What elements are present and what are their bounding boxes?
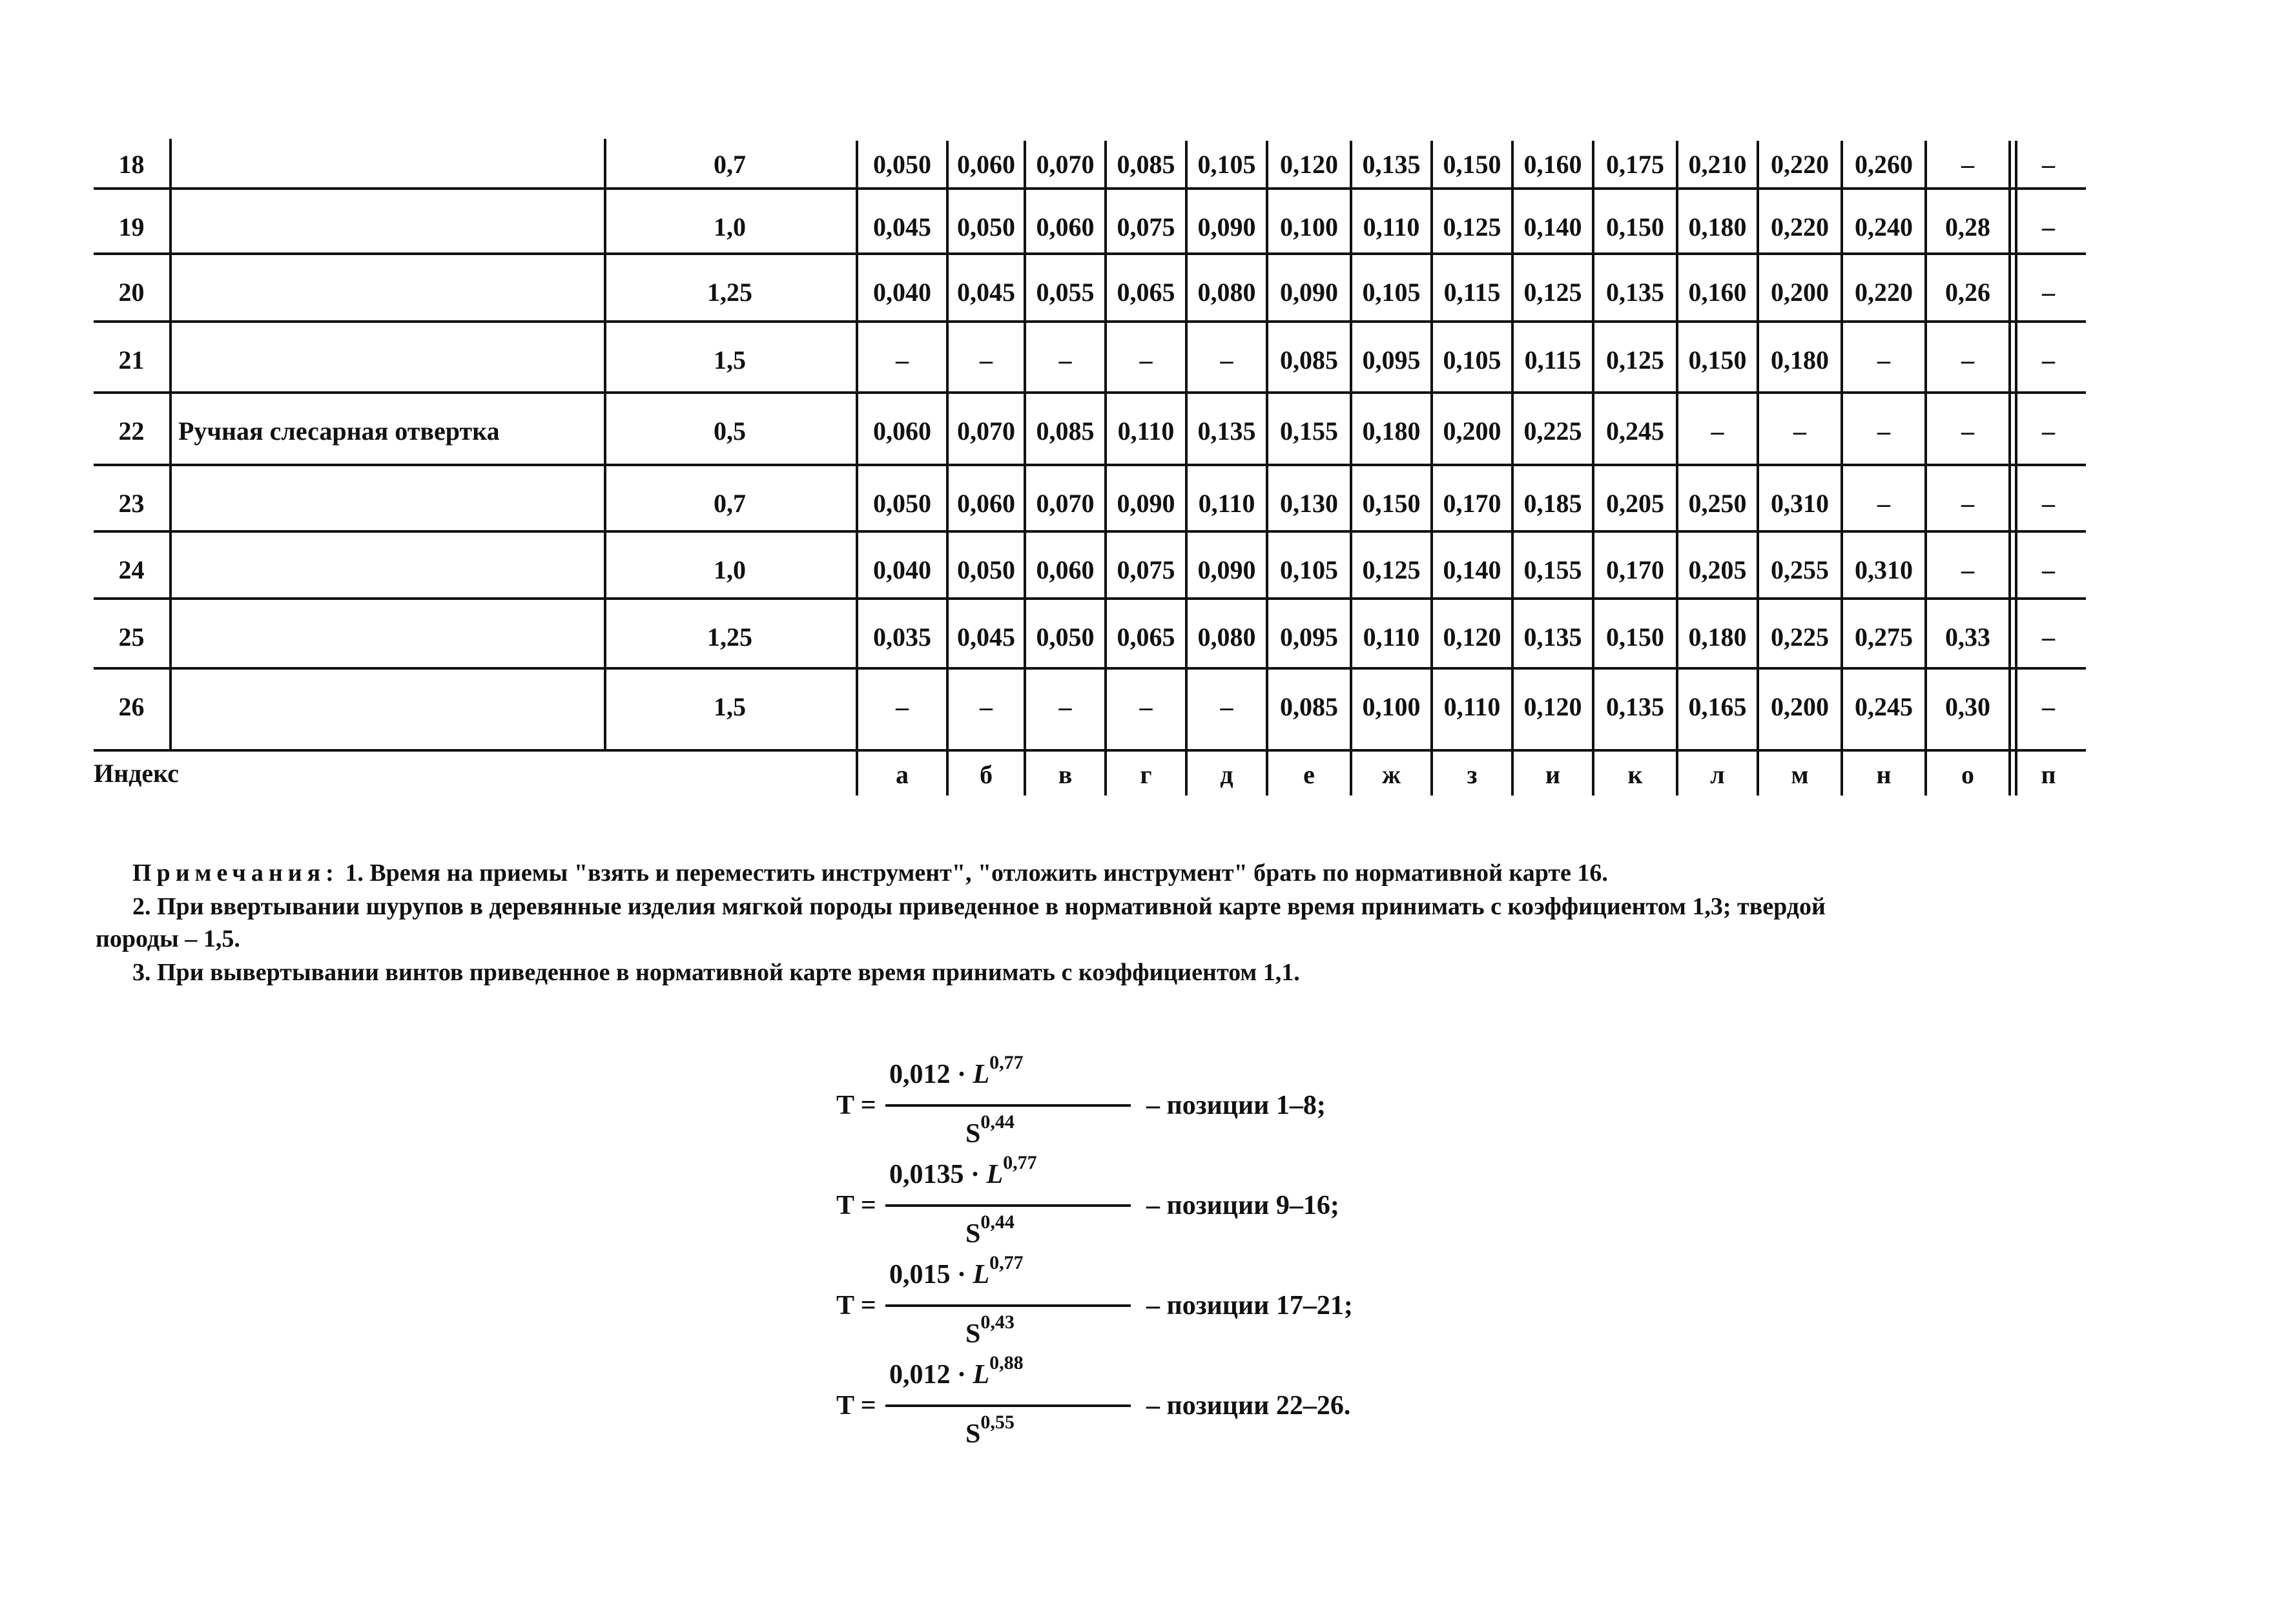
table-cell: 0,120 <box>1280 150 1338 179</box>
formula-lhs: T = <box>836 1091 876 1120</box>
row-position: 23 <box>118 489 145 518</box>
table-cell: 0,045 <box>873 212 931 242</box>
table-cell: 0,160 <box>1523 150 1582 179</box>
table-cell: – <box>1139 692 1153 721</box>
table-cell: – <box>1961 150 1974 179</box>
table-cell: 0,100 <box>1280 212 1338 242</box>
table-cell: 0,090 <box>1280 278 1338 307</box>
row-position: 21 <box>118 345 145 375</box>
table-cell: 0,180 <box>1688 212 1747 242</box>
table-cell: 0,28 <box>1945 212 1990 242</box>
table-cell: 0,310 <box>1855 555 1913 584</box>
index-letter: в <box>1058 760 1073 789</box>
col-divider <box>169 139 172 749</box>
table-cell: 0,135 <box>1523 622 1582 652</box>
formula-l-symbol: L <box>973 1360 990 1390</box>
formula-numerator: 0,015 · L$^{0,77}$ <box>889 1252 1024 1290</box>
index-letter: а <box>896 760 909 789</box>
row-position: 18 <box>118 150 145 179</box>
table-cell: – <box>1058 345 1072 375</box>
table-cell: – <box>2042 345 2055 375</box>
table-cell: 0,130 <box>1280 489 1338 518</box>
table-cell: 0,33 <box>1945 622 1990 652</box>
table-cell: 0,070 <box>1036 150 1095 179</box>
formula-coefficient: 0,0135 <box>889 1160 964 1189</box>
table-cell: 0,060 <box>957 489 1015 518</box>
table-cell: – <box>1961 345 1974 375</box>
index-letter: п <box>2041 760 2056 789</box>
table-cell: 0,050 <box>957 212 1015 242</box>
row-divider <box>94 530 2086 533</box>
table-cell: 0,065 <box>1117 278 1175 307</box>
formula-positions: – позиции 1–8; <box>1146 1091 1326 1120</box>
formula-s-exponent: 0,55 <box>980 1412 1015 1433</box>
formula-denominator: S$^{0,44}$ <box>965 1211 1015 1249</box>
table-cell: 0,105 <box>1197 150 1256 179</box>
index-letter: к <box>1627 760 1643 789</box>
fraction-bar <box>885 1204 1131 1207</box>
table-cell: 0,065 <box>1117 622 1175 652</box>
table-cell: 0,135 <box>1606 692 1664 721</box>
table-cell: 0,220 <box>1771 150 1829 179</box>
formula-numerator: 0,0135 · L$^{0,77}$ <box>889 1152 1037 1189</box>
table-cell: 0,085 <box>1117 150 1175 179</box>
table-cell: 0,050 <box>1036 622 1095 652</box>
table-cell: 0,150 <box>1362 489 1421 518</box>
table-cell: 0,26 <box>1945 278 1990 307</box>
table-cell: 0,160 <box>1688 278 1747 307</box>
formula-l-exponent: 0,77 <box>1003 1152 1037 1173</box>
table-cell: 0,035 <box>873 622 931 652</box>
table-cell: 0,150 <box>1443 150 1501 179</box>
fraction-bar <box>885 1404 1131 1407</box>
table-cell: 0,135 <box>1606 278 1664 307</box>
table-bottom-line <box>94 749 2086 752</box>
formula-lhs: T = <box>836 1191 876 1220</box>
table-cell: 0,110 <box>1363 212 1420 242</box>
table-cell: 0,045 <box>957 622 1015 652</box>
index-letter: и <box>1545 760 1561 789</box>
table-cell: 0,125 <box>1443 212 1501 242</box>
table-cell: – <box>1220 692 1233 721</box>
table-cell: 0,205 <box>1688 555 1747 584</box>
table-cell: 0,050 <box>957 555 1015 584</box>
formula-positions: – позиции 9–16; <box>1146 1191 1339 1220</box>
table-cell: – <box>1961 489 1974 518</box>
table-cell: 0,135 <box>1362 150 1421 179</box>
table-cell: 0,140 <box>1443 555 1501 584</box>
index-letter: о <box>1961 760 1974 789</box>
table-cell: – <box>2042 150 2055 179</box>
table-cell: 0,170 <box>1606 555 1664 584</box>
table-cell: 0,075 <box>1117 555 1175 584</box>
table-cell: 0,070 <box>957 416 1015 446</box>
table-cell: 0,150 <box>1688 345 1747 375</box>
table-cell: 0,080 <box>1197 622 1256 652</box>
formula <box>836 1052 1418 1156</box>
formula <box>836 1252 1418 1356</box>
table-cell: – <box>1877 489 1890 518</box>
formula-coefficient: 0,012 <box>889 1060 951 1089</box>
fraction-bar <box>885 1304 1131 1307</box>
note-1-text: 1. Время на приемы "взять и переместить инструмент", "отложить инструмент" брать по нормативной карте 16. <box>345 859 1608 887</box>
table-cell: 0,225 <box>1771 622 1829 652</box>
table-cell: 0,090 <box>1197 212 1256 242</box>
table-cell: 0,060 <box>873 416 931 446</box>
note-2-line-1: 2. При ввертывании шурупов в деревянные изделия мягкой породы приведенное в нормативной карте время принимать с коэффициентом 1,3; твердой <box>132 893 1826 920</box>
row-position: 20 <box>118 278 145 307</box>
formula-denominator: S$^{0,44}$ <box>965 1111 1015 1149</box>
table-cell: 0,045 <box>957 278 1015 307</box>
table-cell: – <box>896 345 909 375</box>
table-cell: 0,110 <box>1117 416 1175 446</box>
table-cell: – <box>980 345 993 375</box>
table-cell: – <box>1711 416 1724 446</box>
row-s-value: 0,7 <box>714 489 746 518</box>
row-s-value: 0,5 <box>714 416 746 446</box>
table-cell: 0,120 <box>1523 692 1582 721</box>
table-cell: 0,090 <box>1197 555 1256 584</box>
table-cell: 0,310 <box>1771 489 1829 518</box>
table-cell: 0,070 <box>1036 489 1095 518</box>
table-cell: 0,110 <box>1363 622 1420 652</box>
table-cell: – <box>2042 692 2055 721</box>
table-cell: 0,060 <box>1036 555 1095 584</box>
table-cell: – <box>2042 622 2055 652</box>
table-cell: – <box>1139 345 1153 375</box>
table-cell: 0,155 <box>1280 416 1338 446</box>
row-position: 24 <box>118 555 145 584</box>
fraction-bar <box>885 1104 1131 1107</box>
table-cell: 0,260 <box>1855 150 1913 179</box>
row-position: 22 <box>118 416 145 446</box>
table-cell: 0,240 <box>1855 212 1913 242</box>
table-cell: – <box>980 692 993 721</box>
formula-l-exponent: 0,77 <box>989 1052 1024 1073</box>
row-position: 19 <box>118 212 145 242</box>
index-letter: ж <box>1381 760 1401 789</box>
table-cell: – <box>2042 416 2055 446</box>
table-cell: – <box>1877 416 1890 446</box>
row-divider <box>94 597 2086 600</box>
table-cell: 0,255 <box>1771 555 1829 584</box>
index-letter: з <box>1467 760 1478 789</box>
table-cell: – <box>2042 555 2055 584</box>
table-cell: 0,075 <box>1117 212 1175 242</box>
table-cell: 0,245 <box>1855 692 1913 721</box>
formula-denominator: S$^{0,55}$ <box>965 1412 1015 1449</box>
row-divider <box>94 464 2086 466</box>
table-cell: 0,155 <box>1523 555 1582 584</box>
index-letter: д <box>1220 760 1233 789</box>
table-cell: – <box>1961 416 1974 446</box>
table-cell: 0,275 <box>1855 622 1913 652</box>
formula-coefficient: 0,015 <box>889 1260 951 1290</box>
row-s-value: 1,5 <box>714 692 746 721</box>
formula <box>836 1152 1418 1256</box>
index-letter: н <box>1876 760 1892 789</box>
table-cell: 0,200 <box>1443 416 1501 446</box>
table-cell: – <box>2042 489 2055 518</box>
note-2-line-2: породы – 1,5. <box>96 925 240 952</box>
table-cell: – <box>1961 555 1974 584</box>
table-cell: 0,085 <box>1280 345 1338 375</box>
note-1 <box>132 859 1608 887</box>
tool-name: Ручная слесарная отвертка <box>178 416 500 446</box>
table-cell: 0,175 <box>1606 150 1664 179</box>
table-cell: 0,115 <box>1443 278 1501 307</box>
row-divider <box>94 320 2086 323</box>
row-divider <box>94 391 2086 394</box>
table-cell: 0,165 <box>1688 692 1747 721</box>
table-cell: 0,210 <box>1688 150 1747 179</box>
table-cell: 0,150 <box>1606 622 1664 652</box>
row-position: 26 <box>118 692 145 721</box>
formula-s-exponent: 0,43 <box>980 1311 1015 1333</box>
index-letter: л <box>1710 760 1725 789</box>
table-cell: 0,125 <box>1362 555 1421 584</box>
table-cell: 0,105 <box>1280 555 1338 584</box>
table-cell: 0,135 <box>1197 416 1256 446</box>
formula-denominator: S$^{0,43}$ <box>965 1311 1015 1349</box>
row-s-value: 1,0 <box>714 212 746 242</box>
table-cell: 0,200 <box>1771 692 1829 721</box>
formula <box>836 1352 1418 1456</box>
formula-lhs: T = <box>836 1391 876 1421</box>
table-cell: – <box>1877 345 1890 375</box>
table-cell: – <box>1058 692 1072 721</box>
row-s-value: 1,5 <box>714 345 746 375</box>
table-cell: – <box>2042 278 2055 307</box>
formula-l-exponent: 0,77 <box>989 1252 1024 1273</box>
table-cell: 0,095 <box>1280 622 1338 652</box>
table-cell: 0,125 <box>1523 278 1582 307</box>
table-cell: 0,090 <box>1117 489 1175 518</box>
table-cell: 0,095 <box>1362 345 1421 375</box>
table-cell: 0,080 <box>1197 278 1256 307</box>
table-cell: 0,115 <box>1524 345 1582 375</box>
formula-s-exponent: 0,44 <box>980 1111 1015 1133</box>
table-cell: – <box>896 692 909 721</box>
table-cell: 0,200 <box>1771 278 1829 307</box>
table-cell: 0,040 <box>873 278 931 307</box>
row-divider <box>94 667 2086 670</box>
formula-s-exponent: 0,44 <box>980 1211 1015 1233</box>
table-cell: 0,140 <box>1523 212 1582 242</box>
row-s-value: 1,25 <box>707 278 752 307</box>
row-s-value: 1,0 <box>714 555 746 584</box>
formula-positions: – позиции 17–21; <box>1146 1291 1353 1321</box>
table-cell: 0,085 <box>1036 416 1095 446</box>
row-divider <box>94 252 2086 255</box>
table-cell: 0,040 <box>873 555 931 584</box>
formula-l-exponent: 0,88 <box>989 1352 1024 1373</box>
index-letter: б <box>980 760 993 789</box>
table-cell: 0,180 <box>1362 416 1421 446</box>
table-cell: 0,105 <box>1443 345 1501 375</box>
table-cell: 0,250 <box>1688 489 1747 518</box>
row-s-value: 0,7 <box>714 150 746 179</box>
formula-numerator: 0,012 · L$^{0,88}$ <box>889 1352 1024 1390</box>
table-cell: 0,055 <box>1036 278 1095 307</box>
table-cell: 0,220 <box>1771 212 1829 242</box>
table-cell: 0,30 <box>1945 692 1990 721</box>
table-cell: 0,205 <box>1606 489 1664 518</box>
table-cell: 0,225 <box>1523 416 1582 446</box>
table-cell: 0,105 <box>1362 278 1421 307</box>
formula-l-symbol: L <box>986 1160 1004 1189</box>
table-cell: 0,120 <box>1443 622 1501 652</box>
table-cell: – <box>1220 345 1233 375</box>
row-s-value: 1,25 <box>707 622 752 652</box>
index-label: Индекс <box>94 759 179 788</box>
table-cell: 0,170 <box>1443 489 1501 518</box>
table-cell: 0,085 <box>1280 692 1338 721</box>
table-cell: 0,050 <box>873 489 931 518</box>
table-cell: 0,110 <box>1443 692 1501 721</box>
table-cell: 0,050 <box>873 150 931 179</box>
table-cell: 0,245 <box>1606 416 1664 446</box>
row-position: 25 <box>118 622 145 652</box>
note-3: 3. При вывертывании винтов приведенное в нормативной карте время принимать с коэффициентом 1,1. <box>132 959 1300 986</box>
table-cell: 0,110 <box>1198 489 1255 518</box>
table-cell: 0,150 <box>1606 212 1664 242</box>
notes-heading: Примечания: <box>132 859 339 887</box>
table-cell: 0,185 <box>1523 489 1582 518</box>
table-cell: – <box>1793 416 1806 446</box>
formula-l-symbol: L <box>973 1260 990 1290</box>
formula-numerator: 0,012 · L$^{0,77}$ <box>889 1052 1024 1089</box>
formula-lhs: T = <box>836 1291 876 1321</box>
table-cell: 0,100 <box>1362 692 1421 721</box>
index-letter: г <box>1140 760 1152 789</box>
table-cell: 0,060 <box>957 150 1015 179</box>
table-cell: 0,060 <box>1036 212 1095 242</box>
row-divider <box>604 187 2086 190</box>
table-cell: – <box>2042 212 2055 242</box>
table-cell: 0,180 <box>1771 345 1829 375</box>
formula-positions: – позиции 22–26. <box>1146 1391 1351 1421</box>
index-letter: м <box>1791 760 1809 789</box>
index-letter: е <box>1303 760 1315 789</box>
formula-coefficient: 0,012 <box>889 1360 951 1390</box>
table-cell: 0,220 <box>1855 278 1913 307</box>
formula-l-symbol: L <box>973 1060 990 1089</box>
table-cell: 0,125 <box>1606 345 1664 375</box>
table-cell: 0,180 <box>1688 622 1747 652</box>
